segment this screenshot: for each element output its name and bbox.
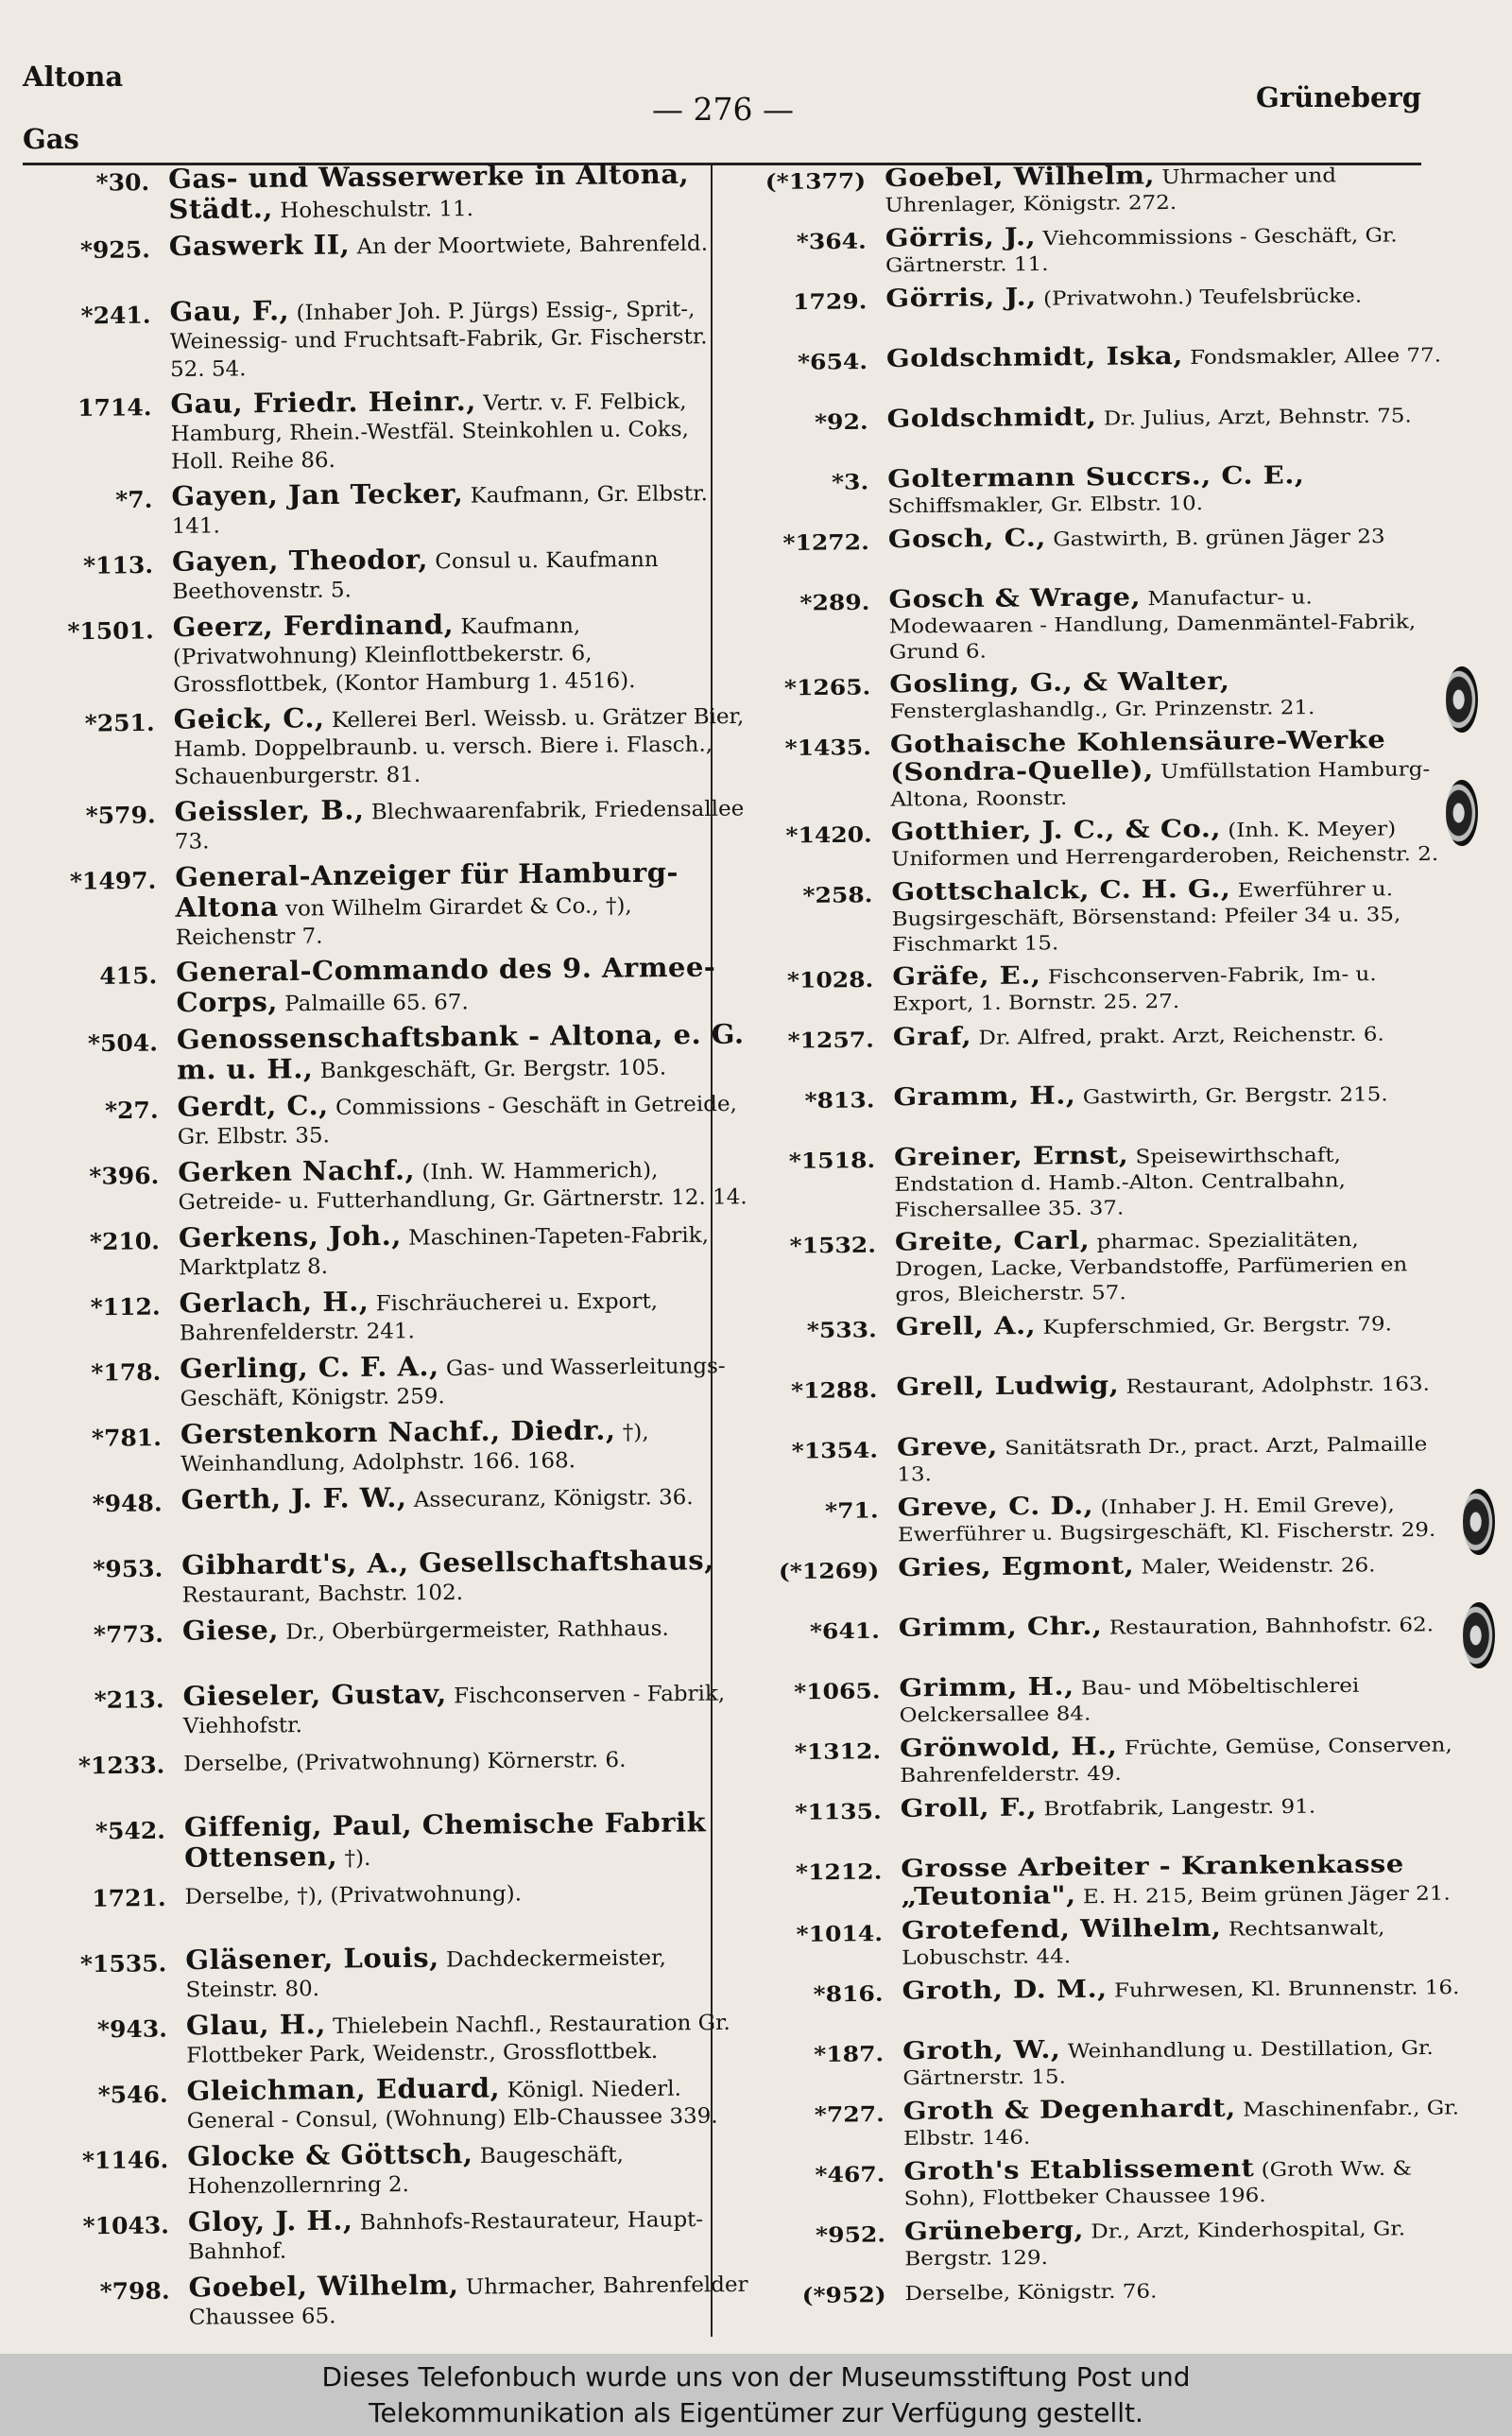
entry-details: Fischconserven - Fabrik, Viehhofstr. bbox=[182, 1682, 726, 1739]
entry-details: Derselbe, Königstr. 76. bbox=[904, 2280, 1158, 2306]
entry-details: An der Moortwiete, Bahrenfeld. bbox=[356, 232, 709, 260]
entry-name: Giffenig, Paul, Chemische Fabrik Ottensen, bbox=[183, 1805, 707, 1874]
entry-name: Geissler, B., bbox=[174, 794, 365, 828]
directory-entry bbox=[757, 1610, 1457, 1677]
entry-name: Gosch, C., bbox=[887, 523, 1047, 554]
entry-details: Rechtsanwalt, Lobuschstr. 44. bbox=[902, 1917, 1385, 1970]
footer-line-1: Dieses Telefonbuch wurde uns von der Museumsstiftung Post und bbox=[321, 2361, 1191, 2393]
entry-name: Gibhardt's, A., Gesellschaftshaus, bbox=[181, 1544, 714, 1581]
entry-name: Gerth, J. F. W., bbox=[180, 1481, 407, 1516]
entry-details: Palmaille 65. 67. bbox=[284, 990, 469, 1017]
binder-clip-icon bbox=[1446, 780, 1478, 846]
entry-details: Kellerei Berl. Weissb. u. Grätzer Bier, Hamb. Doppelbraunb. u. versch. Biere i. Flasch., Schauenburgerstr. 81. bbox=[173, 704, 745, 790]
phone-number: *27. bbox=[104, 1097, 159, 1125]
phone-number: *1233. bbox=[77, 1752, 165, 1780]
phone-number: *364. bbox=[796, 229, 867, 254]
directory-entry bbox=[762, 2093, 1462, 2160]
entry-name: Giese, bbox=[181, 1614, 280, 1647]
directory-entry bbox=[28, 385, 747, 484]
right-column bbox=[743, 160, 1463, 2341]
entry-name: Gothaische Kohlensäure-Werke (Sondra-Quelle), bbox=[889, 724, 1386, 787]
directory-entry bbox=[39, 1415, 758, 1488]
entry-details: Ewerführer u. Bugsirgeschäft, Börsenstand: Pfeiler 34 u. 35, Fischmarkt 15. bbox=[891, 878, 1401, 957]
entry-details: (Inhaber Joh. P. Jürgs) Essig-, Sprit-, Weinessig- und Fruchtsaft-Fabrik, Gr. Fischerstr. 52. 54. bbox=[169, 297, 708, 382]
phone-number: *1014. bbox=[796, 1921, 884, 1947]
entry-name: Gotthier, J. C., & Co., bbox=[890, 813, 1222, 846]
directory-entry bbox=[31, 700, 750, 799]
phone-number: *953. bbox=[93, 1555, 163, 1583]
entry-details: (Groth Ww. & Sohn), Flottbeker Chaussee 196. bbox=[903, 2157, 1413, 2211]
phone-number: *654. bbox=[797, 349, 868, 375]
entry-name: Goltermann Succrs., C. E., bbox=[887, 459, 1305, 493]
phone-number: *1135. bbox=[795, 1799, 882, 1825]
entry-details: Fischräucherei u. Export, Bahrenfelderstr. 241. bbox=[179, 1289, 659, 1346]
directory-entry bbox=[39, 1480, 758, 1553]
phone-number: *210. bbox=[89, 1227, 161, 1255]
directory-entry bbox=[744, 280, 1444, 347]
phone-number: *289. bbox=[799, 590, 870, 615]
directory-entry bbox=[743, 160, 1443, 227]
entry-name: Groll, F., bbox=[900, 1792, 1038, 1823]
entry-details: Viehcommissions - Geschäft, Gr. Gärtnerstr. 11. bbox=[885, 224, 1398, 277]
entry-details: †). bbox=[344, 1846, 371, 1872]
phone-number: *1312. bbox=[794, 1738, 882, 1765]
entry-details: Kaufmann, Gr. Elbstr. 141. bbox=[171, 481, 708, 539]
entry-name: Grosse Arbeiter - Krankenkasse „Teutonia", bbox=[901, 1849, 1404, 1911]
phone-number: *1212. bbox=[795, 1858, 883, 1885]
entry-name: Gayen, Theodor, bbox=[171, 543, 429, 578]
directory-entry bbox=[763, 2273, 1463, 2341]
phone-number: *925. bbox=[79, 235, 150, 264]
directory-entry bbox=[41, 1677, 760, 1750]
phone-number: *813. bbox=[804, 1087, 875, 1114]
phone-number: 1729. bbox=[792, 288, 868, 315]
entry-details: Sanitätsrath Dr., pract. Arzt, Palmaille 13. bbox=[897, 1433, 1428, 1487]
entry-name: Gosling, G., & Walter, bbox=[889, 665, 1230, 699]
directory-entry bbox=[36, 1153, 755, 1226]
entry-details: Maler, Weidenstr. 26. bbox=[1141, 1554, 1376, 1580]
directory-entry bbox=[750, 959, 1451, 1026]
entry-details: Restauration, Bahnhofstr. 62. bbox=[1108, 1614, 1435, 1640]
phone-number: *1518. bbox=[788, 1148, 876, 1174]
phone-number: *1272. bbox=[782, 529, 869, 556]
phone-number: *213. bbox=[94, 1685, 164, 1714]
directory-entry bbox=[744, 220, 1444, 287]
header-place: Altona bbox=[23, 60, 124, 93]
directory-entry bbox=[745, 401, 1445, 468]
phone-number: 1714. bbox=[77, 393, 152, 422]
phone-number: *943. bbox=[96, 2015, 168, 2044]
directory-entry bbox=[760, 1912, 1460, 1979]
page-number: — 276 — bbox=[652, 91, 794, 128]
entry-name: Gläsener, Louis, bbox=[185, 1942, 439, 1976]
phone-number: *542. bbox=[94, 1817, 166, 1845]
phone-number: *396. bbox=[89, 1162, 160, 1190]
directory-entry bbox=[759, 1790, 1459, 1857]
entry-details: Kaufmann, (Privatwohnung) Kleinflottbekerstr. 6, Grossflottbek, (Kontor Hamburg 1. 4516). bbox=[172, 613, 636, 698]
directory-entry bbox=[746, 460, 1446, 527]
entry-details: Bau- und Möbeltischlerei Oelckersallee 84. bbox=[899, 1674, 1360, 1727]
directory-entry bbox=[747, 665, 1448, 733]
directory-entry bbox=[27, 292, 747, 391]
directory-entry bbox=[752, 1139, 1452, 1231]
phone-number: (*1377) bbox=[765, 168, 867, 195]
directory-entry bbox=[33, 857, 752, 959]
binder-clip-icon bbox=[1463, 1489, 1495, 1555]
directory-entry bbox=[751, 1019, 1452, 1086]
entry-details: Assecuranz, Königstr. 36. bbox=[413, 1485, 694, 1512]
entry-name: Grotefend, Wilhelm, bbox=[901, 1912, 1222, 1945]
entry-name: Gosch & Wrage, bbox=[888, 581, 1142, 614]
directory-entry bbox=[755, 1429, 1455, 1496]
phone-number: *1535. bbox=[79, 1949, 167, 1978]
phone-number: *1065. bbox=[794, 1678, 881, 1704]
directory-entry bbox=[753, 1224, 1453, 1316]
entry-details: von Wilhelm Girardet & Co., †), Reichenstr 7. bbox=[175, 893, 632, 950]
directory-entry bbox=[35, 1087, 754, 1160]
header-first-word: Gas bbox=[23, 123, 79, 155]
entry-name: Groth & Degenhardt, bbox=[902, 2093, 1236, 2126]
directory-entry bbox=[748, 726, 1449, 820]
entry-details: (Privatwohn.) Teufelsbrücke. bbox=[1042, 285, 1363, 311]
entry-name: Greve, C. D., bbox=[897, 1491, 1094, 1522]
entry-name: Gerling, C. F. A., bbox=[180, 1350, 439, 1385]
directory-entry bbox=[44, 2071, 764, 2144]
directory-entry bbox=[43, 1875, 762, 1948]
phone-number: *781. bbox=[91, 1424, 163, 1452]
phone-number: *773. bbox=[93, 1620, 164, 1649]
directory-entry bbox=[35, 1020, 754, 1095]
phone-number: *7. bbox=[115, 486, 153, 513]
directory-entry bbox=[37, 1284, 756, 1356]
entry-name: Grüneberg, bbox=[903, 2215, 1085, 2246]
entry-name: Gayen, Jan Tecker, bbox=[171, 477, 464, 512]
entry-name: Gerken Nachf., bbox=[178, 1154, 416, 1188]
entry-name: Groth, D. M., bbox=[902, 1974, 1108, 2005]
entry-details: Königl. Niederl. General - Consul, (Wohnung) Elb-Chaussee 339. bbox=[186, 2077, 718, 2134]
entry-details: Maschinenfabr., Gr. Elbstr. 146. bbox=[902, 2097, 1460, 2151]
phone-number: *579. bbox=[85, 802, 156, 830]
phone-number: *258. bbox=[802, 882, 873, 908]
phone-number: *798. bbox=[99, 2277, 170, 2306]
left-column bbox=[26, 160, 765, 2341]
entry-name: Gleichman, Eduard, bbox=[186, 2072, 501, 2107]
entry-name: Gau, Friedr. Heinr., bbox=[170, 385, 477, 420]
entry-name: Gerlach, H., bbox=[179, 1286, 369, 1320]
directory-entry bbox=[43, 1941, 763, 2013]
directory-entry bbox=[745, 340, 1445, 407]
directory-entry bbox=[27, 227, 747, 300]
entry-details: Brotfabrik, Langestr. 91. bbox=[1043, 1795, 1316, 1821]
directory-entry bbox=[29, 476, 748, 549]
entry-name: Grimm, Chr., bbox=[898, 1611, 1103, 1643]
entry-name: Graf, bbox=[892, 1021, 972, 1051]
header-last-word: Grüneberg bbox=[1256, 81, 1421, 113]
phone-number: *1420. bbox=[785, 821, 872, 848]
entry-name: Gramm, H., bbox=[893, 1080, 1076, 1112]
entry-details: Gastwirth, B. grünen Jäger 23 bbox=[1053, 526, 1385, 551]
directory-entry bbox=[46, 2203, 765, 2275]
phone-number: *178. bbox=[91, 1358, 162, 1387]
phone-number: *251. bbox=[84, 709, 155, 737]
phone-number: *1532. bbox=[789, 1233, 877, 1258]
phone-number: *504. bbox=[87, 1029, 159, 1058]
entry-name: Grimm, H., bbox=[899, 1671, 1074, 1702]
phone-number: *113. bbox=[82, 551, 154, 579]
entry-name: Grönwold, H., bbox=[899, 1731, 1118, 1763]
entry-name: Greite, Carl, bbox=[894, 1225, 1091, 1256]
phone-number: (*1269) bbox=[778, 1558, 880, 1584]
entry-name: Gieseler, Gustav, bbox=[182, 1678, 447, 1712]
entry-details: Früchte, Gemüse, Conserven, Bahrenfelderstr. 49. bbox=[900, 1734, 1452, 1788]
entry-details: Dr., Arzt, Kinderhospital, Gr. Bergstr. 129. bbox=[904, 2218, 1406, 2271]
directory-entry bbox=[756, 1549, 1456, 1616]
directory-entry bbox=[32, 792, 751, 865]
phone-number: *71. bbox=[824, 1497, 879, 1524]
binder-clip-icon bbox=[1463, 1602, 1495, 1668]
entry-details: Speisewirthschaft, Endstation d. Hamb.-Alton. Centralbahn, Fischersallee 35. 37. bbox=[894, 1144, 1347, 1222]
phone-number: *467. bbox=[815, 2162, 885, 2187]
directory-entry bbox=[749, 813, 1450, 880]
directory-entry bbox=[759, 1850, 1459, 1919]
phone-number: *1501. bbox=[67, 616, 154, 646]
directory-entry bbox=[761, 2032, 1461, 2099]
entry-name: Gas- und Wasserwerke in Altona, Städt., bbox=[167, 158, 690, 225]
entry-details: Dr. Alfred, prakt. Arzt, Reichenstr. 6. bbox=[978, 1023, 1384, 1050]
entry-details: Blechwaarenfabrik, Friedensallee 73. bbox=[174, 797, 745, 855]
phone-number: 1721. bbox=[92, 1884, 166, 1912]
entry-name: Grell, A., bbox=[895, 1310, 1037, 1341]
directory-entry bbox=[749, 873, 1450, 965]
directory-entry bbox=[758, 1730, 1458, 1797]
entry-details: Consul u. Kaufmann Beethovenstr. 5. bbox=[172, 547, 659, 605]
phone-number: *546. bbox=[97, 2081, 168, 2109]
phone-number: 415. bbox=[99, 961, 158, 990]
entry-name: Glocke & Göttsch, bbox=[187, 2137, 473, 2172]
entry-details: E. H. 215, Beim grünen Jäger 21. bbox=[1082, 1882, 1451, 1909]
phone-number: *187. bbox=[814, 2041, 885, 2067]
phone-number: *1146. bbox=[81, 2146, 169, 2174]
directory-entry bbox=[37, 1218, 756, 1291]
entry-name: Gerkens, Joh., bbox=[178, 1219, 403, 1253]
entry-name: Goldschmidt, Iska, bbox=[885, 340, 1184, 373]
directory-entry bbox=[30, 543, 749, 615]
entry-details: Hoheschulstr. 11. bbox=[280, 197, 474, 223]
entry-details: (Inh. W. Hammerich), Getreide- u. Futterhandlung, Gr. Gärtnerstr. 12. 14. bbox=[178, 1158, 747, 1215]
entry-name: Groth, W., bbox=[902, 2034, 1061, 2065]
directory-entry bbox=[756, 1489, 1456, 1556]
phone-number: *1435. bbox=[784, 734, 872, 761]
phone-number: *1497. bbox=[69, 867, 157, 895]
directory-entry bbox=[747, 581, 1447, 673]
entry-details: †), Weinhandlung, Adolphstr. 166. 168. bbox=[180, 1420, 649, 1477]
entry-details: (Inhaber J. H. Emil Greve), Ewerführer u. Bugsirgeschäft, Kl. Fischerstr. 29. bbox=[897, 1494, 1436, 1546]
entry-details: Restaurant, Adolphstr. 163. bbox=[1125, 1373, 1430, 1399]
phone-number: *92. bbox=[814, 409, 868, 435]
phone-number: *952. bbox=[815, 2221, 886, 2248]
entry-name: Gräfe, E., bbox=[892, 960, 1041, 992]
entry-details: (Inh. K. Meyer) Uniformen und Herrengarderoben, Reichenstr. 2. bbox=[890, 818, 1439, 871]
entry-details: Baugeschäft, Hohenzollernring 2. bbox=[187, 2143, 624, 2200]
phone-number: *727. bbox=[814, 2101, 885, 2128]
entry-details: Dachdeckermeister, Steinstr. 80. bbox=[185, 1945, 667, 2003]
entry-details: Schiffsmakler, Gr. Elbstr. 10. bbox=[887, 492, 1204, 518]
entry-name: Gerstenkorn Nachf., Diedr., bbox=[180, 1414, 616, 1450]
entry-details: Bahnhofs-Restaurateur, Haupt-Bahnhof. bbox=[188, 2207, 704, 2265]
entry-name: Genossenschaftsbank - Altona, e. G. m. u. H., bbox=[176, 1018, 745, 1086]
phone-number: *1265. bbox=[783, 674, 871, 700]
entry-details: Restaurant, Bachstr. 102. bbox=[181, 1581, 464, 1608]
entry-name: Geick, C., bbox=[173, 701, 325, 735]
phone-number: *1043. bbox=[82, 2211, 170, 2240]
entry-name: General-Anzeiger für Hamburg-Altona bbox=[175, 856, 679, 924]
entry-details: Kupferschmied, Gr. Bergstr. 79. bbox=[1042, 1313, 1392, 1339]
phone-number: *112. bbox=[90, 1293, 161, 1322]
entry-details: Thielebein Nachfl., Restauration Gr. Flottbeker Park, Weidenstr., Grossflottbek. bbox=[186, 2011, 730, 2068]
phone-number: *241. bbox=[80, 302, 151, 330]
entry-details: Fensterglashandlg., Gr. Prinzenstr. 21. bbox=[889, 697, 1315, 723]
directory-entry bbox=[40, 1546, 759, 1618]
entry-name: Greiner, Ernst, bbox=[893, 1140, 1129, 1172]
entry-name: Görris, J., bbox=[885, 221, 1037, 252]
entry-name: Greve, bbox=[896, 1431, 999, 1462]
phone-number: *948. bbox=[92, 1489, 163, 1517]
entry-name: Gloy, J. H., bbox=[187, 2204, 353, 2238]
entry-details: Derselbe, (Privatwohnung) Körnerstr. 6. bbox=[183, 1748, 627, 1777]
phone-number: *1257. bbox=[787, 1027, 875, 1053]
entry-details: Vertr. v. F. Felbick, Hamburg, Rhein.-Westfäl. Steinkohlen u. Coks, Holl. Reihe 86. bbox=[170, 389, 690, 475]
binder-clip-icon bbox=[1446, 666, 1478, 733]
directory-entry bbox=[41, 1612, 760, 1684]
entry-details: Gastwirth, Gr. Bergstr. 215. bbox=[1082, 1083, 1388, 1109]
directory-entry bbox=[43, 1807, 762, 1882]
entry-name: Goldschmidt, bbox=[886, 402, 1097, 433]
entry-name: Grell, Ludwig, bbox=[896, 1370, 1120, 1402]
directory-entry bbox=[42, 1742, 761, 1815]
directory-entry bbox=[757, 1669, 1457, 1736]
entry-name: Goebel, Wilhelm, bbox=[884, 161, 1156, 193]
entry-name: Goebel, Wilhelm, bbox=[188, 2269, 459, 2304]
entry-details: Commissions - Geschäft in Getreide, Gr. Elbstr. 35. bbox=[177, 1092, 737, 1149]
directory-entry bbox=[38, 1349, 757, 1422]
directory-entry bbox=[45, 2137, 765, 2210]
entry-details: Umfüllstation Hamburg-Altona, Roonstr. bbox=[890, 758, 1431, 812]
phone-number: *641. bbox=[809, 1618, 881, 1644]
directory-entry bbox=[26, 160, 746, 234]
entry-details: Fischconserven-Fabrik, Im- u. Export, 1. Bornstr. 25. 27. bbox=[892, 963, 1377, 1016]
directory-entry bbox=[31, 608, 750, 707]
entry-name: Gau, F., bbox=[169, 294, 290, 328]
entry-details: Dr., Oberbürgermeister, Rathhaus. bbox=[285, 1616, 669, 1645]
directory-entry bbox=[762, 2153, 1462, 2220]
phone-number: *3. bbox=[831, 469, 869, 495]
directory-entry bbox=[44, 2006, 764, 2079]
phone-number: *30. bbox=[95, 168, 150, 197]
directory-entry bbox=[747, 521, 1447, 588]
entry-details: Gas- und Wasserleitungs-Geschäft, Königstr. 259. bbox=[180, 1354, 726, 1411]
directory-entry bbox=[760, 1973, 1460, 2040]
entry-name: General-Commando des 9. Armee-Corps, bbox=[176, 951, 716, 1019]
entry-details: pharmac. Spezialitäten, Drogen, Lacke, Verbandstoffe, Parfümerien en gros, Bleicherstr. 57. bbox=[895, 1229, 1408, 1306]
entry-details: Uhrmacher, Bahrenfelder Chaussee 65. bbox=[188, 2272, 748, 2330]
entry-details: Derselbe, †), (Privatwohnung). bbox=[184, 1881, 523, 1909]
entry-details: Uhrmacher und Uhrenlager, Königstr. 272. bbox=[885, 164, 1337, 217]
phone-number: *533. bbox=[806, 1317, 877, 1343]
footer-line-2: Telekommunikation als Eigentümer zur Verfügung gestellt. bbox=[369, 2397, 1143, 2428]
entry-details: Fondsmakler, Allee 77. bbox=[1190, 344, 1442, 370]
entry-details: Bankgeschäft, Gr. Bergstr. 105. bbox=[319, 1056, 667, 1083]
entry-name: Gottschalck, C. H. G., bbox=[891, 873, 1231, 907]
entry-details: Manufactur- u. Modewaaren - Handlung, Damenmäntel-Fabrik, Grund 6. bbox=[888, 586, 1417, 664]
entry-details: Fuhrwesen, Kl. Brunnenstr. 16. bbox=[1113, 1977, 1460, 2002]
entry-name: Glau, H., bbox=[185, 2008, 326, 2042]
entry-name: Groth's Etablissement bbox=[903, 2152, 1255, 2186]
directory-entry bbox=[754, 1369, 1454, 1436]
phone-number: *1028. bbox=[786, 967, 874, 993]
entry-name: Gerdt, C., bbox=[177, 1089, 329, 1123]
directory-entry bbox=[763, 2213, 1463, 2280]
phone-number: *816. bbox=[813, 1981, 884, 2007]
entry-name: Geerz, Ferdinand, bbox=[172, 608, 455, 644]
footer-notice bbox=[0, 2354, 1512, 2436]
entry-details: Maschinen-Tapeten-Fabrik, Marktplatz 8. bbox=[179, 1223, 710, 1281]
directory-entry bbox=[34, 953, 753, 1028]
entry-details: Weinhandlung u. Destillation, Gr. Gärtnerstr. 15. bbox=[902, 2037, 1434, 2090]
entry-name: Gries, Egmont, bbox=[898, 1550, 1135, 1582]
directory-entry bbox=[751, 1079, 1452, 1146]
phone-number: (*952) bbox=[801, 2282, 886, 2308]
directory-entry bbox=[754, 1308, 1454, 1375]
phone-number: *1354. bbox=[791, 1438, 879, 1463]
entry-details: Dr. Julius, Arzt, Behnstr. 75. bbox=[1103, 405, 1412, 430]
entry-name: Görris, J., bbox=[885, 282, 1037, 313]
entry-name: Gaswerk II, bbox=[168, 229, 351, 263]
phone-number: *1288. bbox=[790, 1377, 878, 1404]
directory-entry bbox=[46, 2268, 765, 2341]
